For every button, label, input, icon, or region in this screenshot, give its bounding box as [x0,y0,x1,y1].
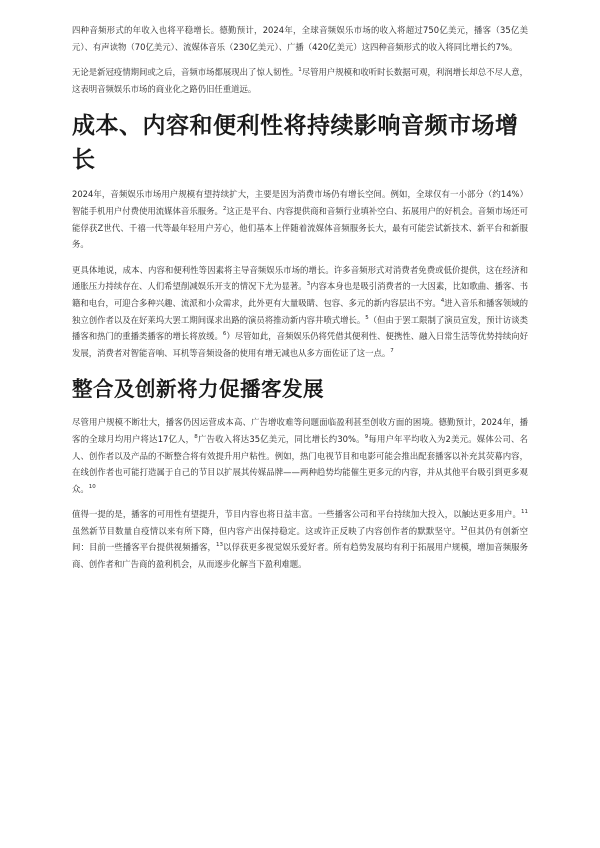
paragraph-text: 无论是新冠疫情期间或之后，音频市场都展现出了惊人韧性。 [72,67,299,78]
footnote-ref[interactable]: 5 [365,314,369,321]
body-paragraph [72,22,528,55]
body-paragraph [72,506,528,572]
paragraph-text: 这正是平台、内容提供商和音频行业填补空白、拓展用户的好机会。音频市场还可能俘获Z世代、千禧一代等最年轻用户芳心，他们基本上伴随着流媒体音频服务长大，最有可能尝试新技术、新平台和新服务。 [72,205,529,250]
paragraph-text: 尽管用户规模和收听时长数据可观，利润增长却总不尽人意，这表明音频娱乐市场的商业化之路仍旧任重道远。 [72,67,528,94]
paragraph-text: ）尽管如此，音频娱乐仍将凭借其便利性、便携性、融入日常生活等优势持续向好发展，消费者对智能音响、耳机等音频设备的使用有增无减也从多方面佐证了这一点。 [72,331,529,358]
paragraph-text: 更具体地说，成本、内容和便利性等因素将主导音频娱乐市场的增长。许多音频形式对消费者免费或低价提供，这在经济和通胀压力持续存在、人们希望削减娱乐开支的情况下尤为显著。 [72,264,528,292]
footnote-ref[interactable]: 10 [88,483,96,490]
footnote-ref[interactable]: 1 [298,67,302,74]
footnote-ref[interactable]: 8 [194,434,198,441]
body-paragraph [72,186,528,252]
section-heading: 整合及创新将力促播客发展 [72,377,324,402]
paragraph-text: 值得一提的是，播客的可用性有望提升，节目内容也将日益丰富。一些播客公司和平台持续加大投入，以触达更多用户。 [72,509,521,520]
footnote-ref[interactable]: 2 [222,206,227,213]
paragraph-text: 广告收入将达35亿美元，同比增长约30%。 [197,433,365,444]
paragraph-text: 进入音乐和播客领域的独立创作者以及在好莱坞大罢工期间谋求出路的演员将推动新内容井喷式增长。 [72,297,528,325]
body-paragraph [72,262,528,362]
paragraph-text: 以俘获更多视觉娱乐爱好者。所有趋势发展均有利于拓展用户规模，增加音频服务商、创作者和广告商的盈利机会，从而逐步化解当下盈利难题。 [72,542,529,570]
footnote-ref[interactable]: 11 [521,509,528,516]
paragraph-text: 但其仍有创新空间：目前一些播客平台提供视频播客， [72,525,529,553]
body-paragraph [72,414,528,497]
paragraph-text: 尽管用户规模不断壮大，播客仍因运营成本高、广告增收难等问题面临盈利甚至创收方面的困境。德勤预计，2024年，播客的全球月均用户将达17亿人， [72,417,528,444]
footnote-ref[interactable]: 4 [440,298,445,305]
footnote-ref[interactable]: 7 [390,347,394,354]
paragraph-text: 2024年，音频娱乐市场用户规模有望持续扩大，主要是因为消费市场仍有增长空间。例如，全球仅有一小部分（约14%）智能手机用户付费使用流媒体音乐服务。 [72,189,528,216]
paragraph-text: （但由于罢工限制了演员宣发，预计访谈类播客和热门的重播类播客的增长将放缓。 [72,314,529,342]
footnote-ref[interactable]: 6 [222,331,227,338]
paragraph-text: 每用户年平均收入为2美元。媒体公司、名人、创作者以及产品的不断整合将有效提升用户粘性。例如，热门电视节目和电影可能会推出配套播客以补充其荧幕内容，在线创作者也可能打造属于自己的节目以扩展其传媒品牌——两种趋势均能催生更多元的内容，并从其他平台吸引到更多观众。 [72,433,529,494]
footnote-ref[interactable]: 9 [364,434,369,441]
paragraph-text: 虽然新节目数量自疫情以来有所下降，但内容产出保持稳定。这或许正反映了内容创作者的默默坚守。 [72,525,461,536]
section-heading: 成本、内容和便利性将持续影响音频市场增长 [72,113,519,174]
footnote-ref[interactable]: 3 [306,281,311,288]
footnote-ref[interactable]: 13 [216,542,224,549]
body-paragraph [72,64,528,97]
footnote-ref[interactable]: 12 [460,526,468,533]
paragraph-text: 内容本身也是吸引消费者的一大因素，比如歌曲、播客、书籍和电台，可迎合多种兴趣、流派和小众需求，此外更有大量吸睛、包容、多元的新内容层出不穷。 [72,281,529,308]
paragraph-text: 四种音频形式的年收入也将平稳增长。德勤预计，2024年，全球音频娱乐市场的收入将超过750亿美元，播客（35亿美元）、有声读物（70亿美元）、流媒体音乐（230亿美元）、广播（420亿美元）这四种音频形式的收入将同比增长约7%。 [72,25,528,52]
